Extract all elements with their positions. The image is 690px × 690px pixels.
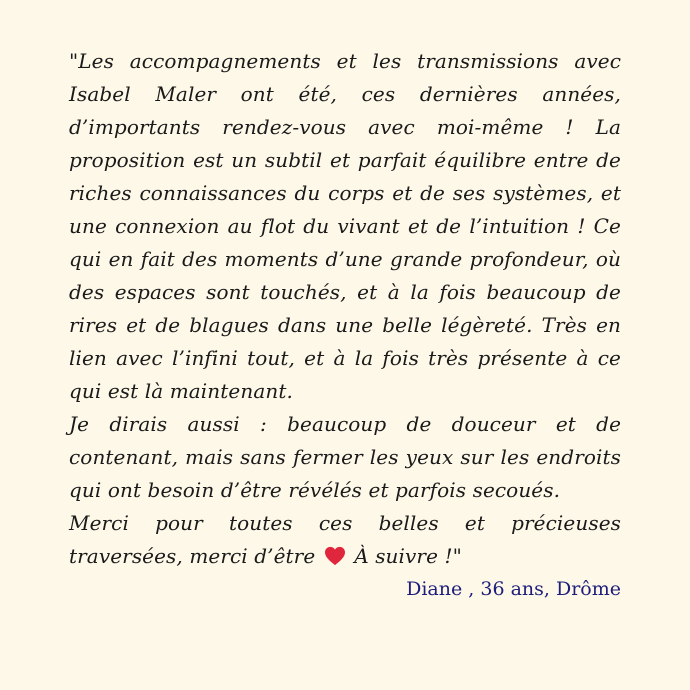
quote-paragraph-1: "Les accompagnements et les transmissions avec Isabel Maler ont été, ces dernières années, d’importants rendez-vous avec moi-même ! La proposition est un subtil et parfait équilibre entre de riches connaissances du corps et de ses systèmes, et une connexion au flot du vivant et de l’intuition ! Ce qui en fait des moments d’une grande profondeur, où des espaces sont touchés, et à la fois beaucoup de rires et de blagues dans une belle légèreté. Très en lien avec l’infini tout, et à la fois très présente à ce qui est là maintenant. xyxy=(69,49,621,403)
quote-paragraph-3 xyxy=(69,507,621,573)
heart-icon xyxy=(324,546,346,566)
testimonial-card xyxy=(69,45,621,606)
testimonial-signature: Diane , 36 ans, Drôme xyxy=(406,578,621,600)
quote-paragraph-3-text: Merci pour toutes ces belles et précieuses traversées, merci d’être xyxy=(69,511,621,568)
quote-closing-text: À suivre !" xyxy=(347,544,462,568)
quote-paragraph-2: Je dirais aussi : beaucoup de douceur et de contenant, mais sans fermer les yeux sur les endroits qui ont besoin d’être révélés et parfois secoués. xyxy=(69,412,621,502)
testimonial-quote xyxy=(69,45,621,573)
